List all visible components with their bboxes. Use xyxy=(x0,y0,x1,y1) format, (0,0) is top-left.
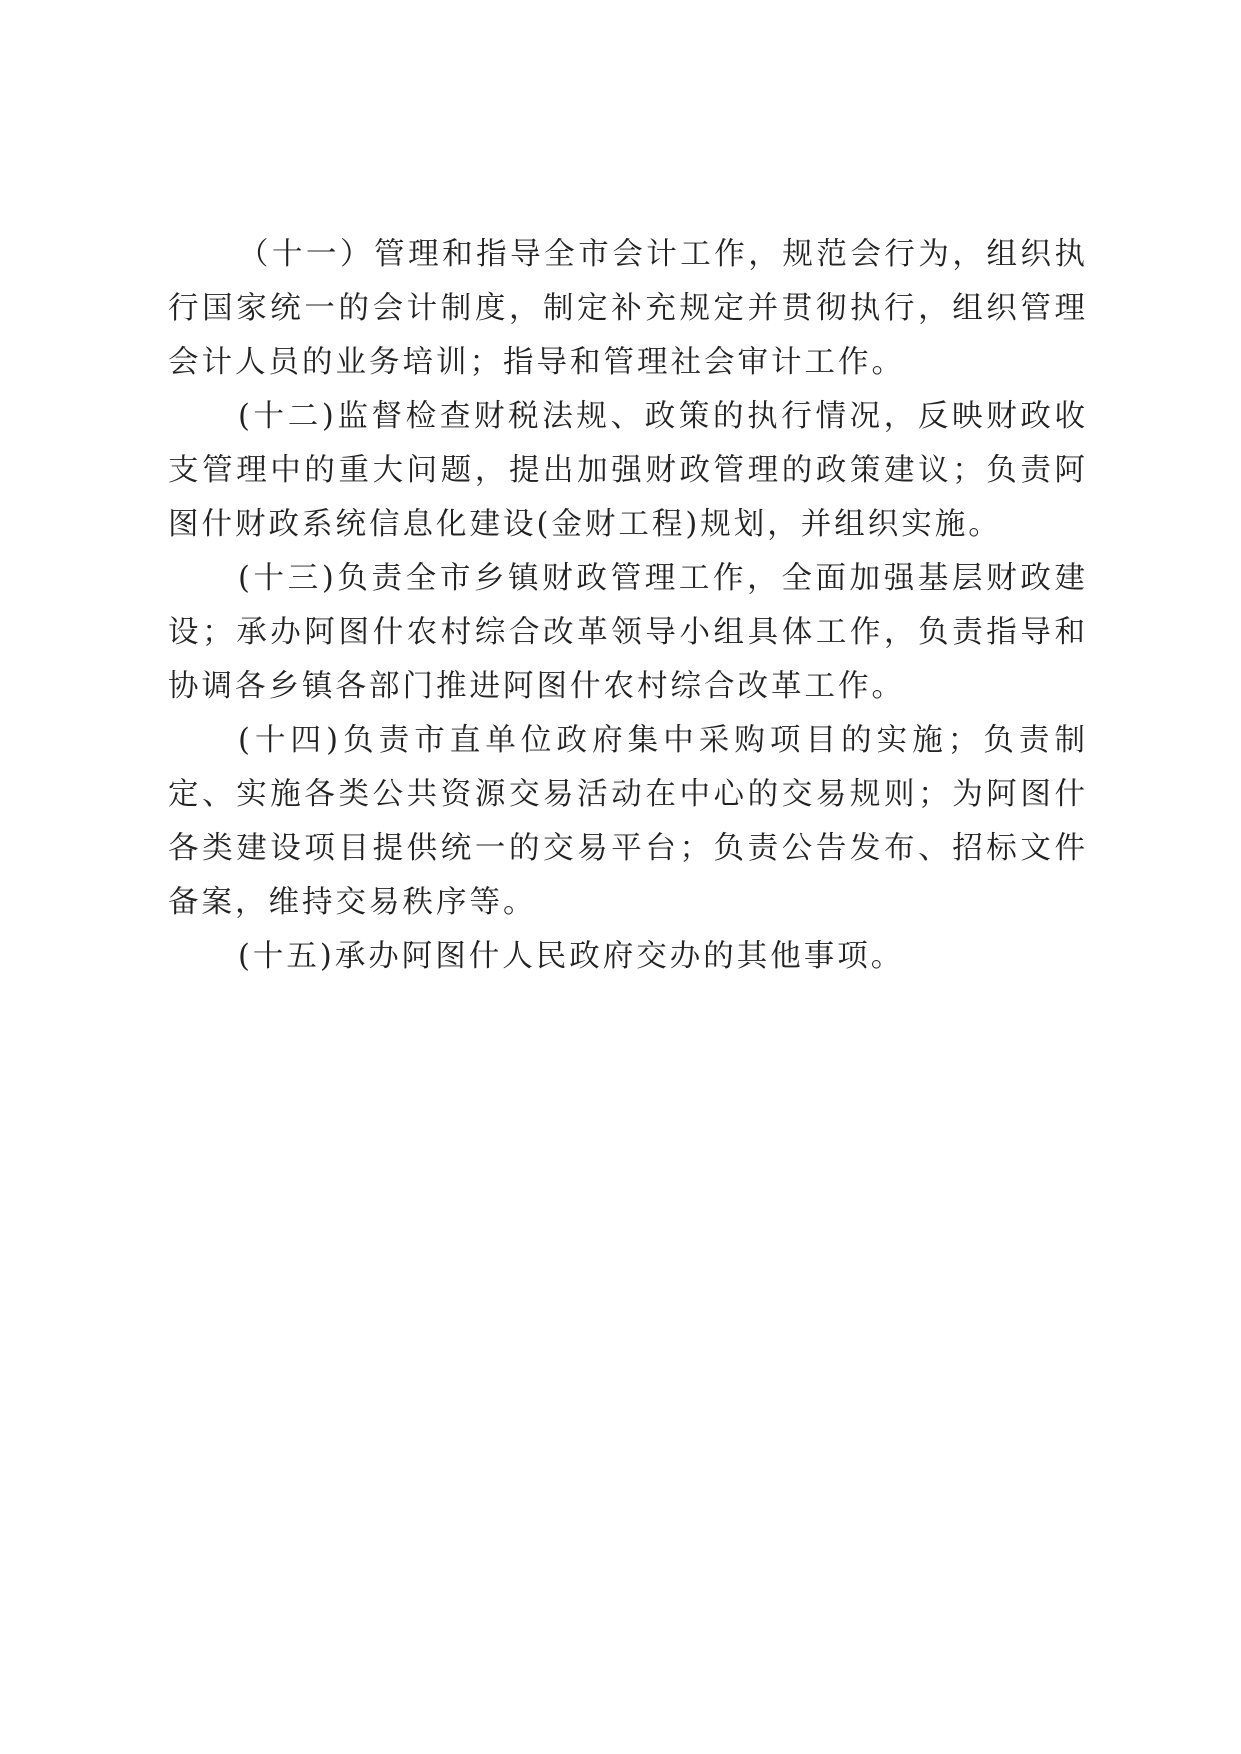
paragraph-item-15: (十五)承办阿图什人民政府交办的其他事项。 xyxy=(238,939,905,974)
body-text xyxy=(168,228,1088,984)
paragraph-item-14: (十四)负责市直单位政府集中采购项目的实施；负责制定、实施各类公共资源交易活动在中心的交易规则；为阿图什各类建设项目提供统一的交易平台；负责公告发布、招标文件备案，维持交易秩序等。 xyxy=(168,723,1088,920)
paragraph-item-13: (十三)负责全市乡镇财政管理工作，全面加强基层财政建设；承办阿图什农村综合改革领导小组具体工作，负责指导和协调各乡镇各部门推进阿图什农村综合改革工作。 xyxy=(168,561,1088,704)
paragraph-item-11: （十一）管理和指导全市会计工作，规范会行为，组织执行国家统一的会计制度，制定补充规定并贯彻执行，组织管理会计人员的业务培训；指导和管理社会审计工作。 xyxy=(168,237,1088,380)
paragraph-item-12: (十二)监督检查财税法规、政策的执行情况，反映财政收支管理中的重大问题，提出加强财政管理的政策建议；负责阿图什财政系统信息化建设(金财工程)规划，并组织实施。 xyxy=(168,399,1088,542)
